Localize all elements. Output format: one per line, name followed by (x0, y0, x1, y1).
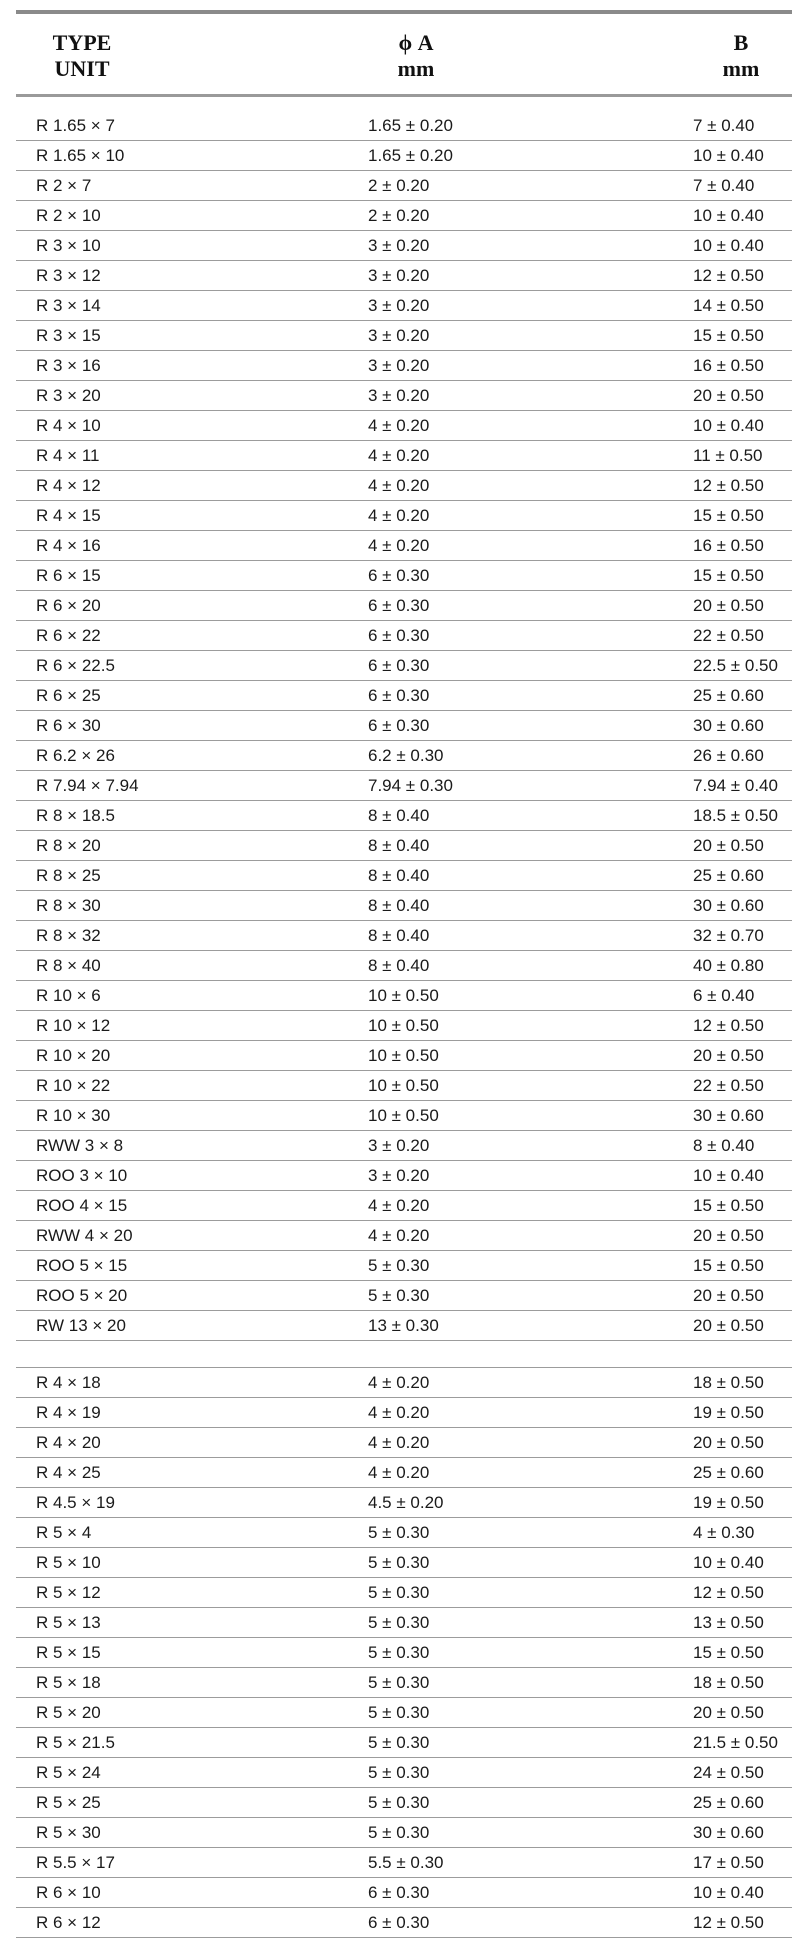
diameter-a-cell: 4 ± 0.20 (368, 1196, 430, 1215)
table-row (16, 531, 792, 561)
type-cell: R 6 × 10 (36, 1883, 101, 1902)
length-b-cell: 15 ± 0.50 (693, 1256, 764, 1275)
table-row (16, 231, 792, 261)
diameter-a-cell: 5 ± 0.30 (368, 1553, 430, 1572)
length-b-cell: 16 ± 0.50 (693, 536, 764, 555)
diameter-a-cell: 5 ± 0.30 (368, 1793, 430, 1812)
diameter-a-cell: 4 ± 0.20 (368, 1433, 430, 1452)
type-cell: R 5 × 15 (36, 1643, 101, 1662)
header-length-b (691, 30, 791, 82)
table-row (16, 1368, 792, 1398)
header-unit-label: UNIT (54, 56, 110, 81)
table-row (16, 1161, 792, 1191)
length-b-cell: 10 ± 0.40 (693, 236, 764, 255)
table-row (16, 411, 792, 441)
table-row (16, 1191, 792, 1221)
table-row (16, 711, 792, 741)
header-a-label: ϕ A (398, 30, 434, 55)
diameter-a-cell: 5 ± 0.30 (368, 1523, 430, 1542)
type-cell: R 6 × 25 (36, 686, 101, 705)
length-b-cell: 10 ± 0.40 (693, 1553, 764, 1572)
type-cell: R 5 × 25 (36, 1793, 101, 1812)
diameter-a-cell: 3 ± 0.20 (368, 326, 430, 345)
diameter-a-cell: 2 ± 0.20 (368, 206, 430, 225)
diameter-a-cell: 5 ± 0.30 (368, 1823, 430, 1842)
diameter-a-cell: 3 ± 0.20 (368, 386, 430, 405)
diameter-a-cell: 8 ± 0.40 (368, 836, 430, 855)
length-b-cell: 25 ± 0.60 (693, 686, 764, 705)
table-row (16, 201, 792, 231)
type-cell: ROO 3 × 10 (36, 1166, 128, 1185)
diameter-a-cell: 8 ± 0.40 (368, 866, 430, 885)
diameter-a-cell: 4 ± 0.20 (368, 1403, 430, 1422)
diameter-a-cell: 4 ± 0.20 (368, 1373, 430, 1392)
length-b-cell: 7 ± 0.40 (693, 116, 755, 135)
diameter-a-cell: 5 ± 0.30 (368, 1583, 430, 1602)
diameter-a-cell: 8 ± 0.40 (368, 896, 430, 915)
table-row (16, 741, 792, 771)
length-b-cell: 30 ± 0.60 (693, 1106, 764, 1125)
type-cell: R 3 × 16 (36, 356, 101, 375)
type-cell: R 8 × 30 (36, 896, 101, 915)
length-b-cell: 20 ± 0.50 (693, 1316, 764, 1335)
type-cell: R 6 × 30 (36, 716, 101, 735)
diameter-a-cell: 3 ± 0.20 (368, 1166, 430, 1185)
length-b-cell: 25 ± 0.60 (693, 1463, 764, 1482)
header-b-unit: mm (722, 56, 760, 81)
length-b-cell: 11 ± 0.50 (693, 446, 763, 465)
table-row (16, 1728, 792, 1758)
table-row (16, 111, 792, 141)
length-b-cell: 32 ± 0.70 (693, 926, 764, 945)
type-cell: R 6.2 × 26 (36, 746, 115, 765)
length-b-cell: 10 ± 0.40 (693, 416, 764, 435)
type-cell: R 3 × 12 (36, 266, 101, 285)
type-cell: R 5 × 24 (36, 1763, 101, 1782)
length-b-cell: 20 ± 0.50 (693, 386, 764, 405)
length-b-cell: 10 ± 0.40 (693, 206, 764, 225)
table-row (16, 831, 792, 861)
type-cell: R 5 × 13 (36, 1613, 101, 1632)
diameter-a-cell: 4 ± 0.20 (368, 536, 430, 555)
length-b-cell: 15 ± 0.50 (693, 1643, 764, 1662)
table-row (16, 1578, 792, 1608)
table-row (16, 291, 792, 321)
table-row (16, 921, 792, 951)
type-cell: R 4 × 19 (36, 1403, 101, 1422)
diameter-a-cell: 6 ± 0.30 (368, 596, 430, 615)
table-row (16, 801, 792, 831)
length-b-cell: 16 ± 0.50 (693, 356, 764, 375)
diameter-a-cell: 6 ± 0.30 (368, 686, 430, 705)
table-row (16, 351, 792, 381)
table-row (16, 1908, 792, 1938)
table-row (16, 651, 792, 681)
type-cell: R 6 × 12 (36, 1913, 101, 1932)
table-row (16, 1638, 792, 1668)
table-row (16, 1608, 792, 1638)
type-cell: R 7.94 × 7.94 (36, 776, 139, 795)
diameter-a-cell: 5 ± 0.30 (368, 1763, 430, 1782)
table-row (16, 1758, 792, 1788)
type-cell: R 3 × 15 (36, 326, 101, 345)
diameter-a-cell: 6 ± 0.30 (368, 566, 430, 585)
type-cell: R 4 × 12 (36, 476, 101, 495)
diameter-a-cell: 6 ± 0.30 (368, 626, 430, 645)
length-b-cell: 18.5 ± 0.50 (693, 806, 778, 825)
length-b-cell: 10 ± 0.40 (693, 1166, 764, 1185)
diameter-a-cell: 4 ± 0.20 (368, 446, 430, 465)
length-b-cell: 4 ± 0.30 (693, 1523, 755, 1542)
header-a-unit: mm (397, 56, 435, 81)
diameter-a-cell: 13 ± 0.30 (368, 1316, 439, 1335)
type-cell: R 10 × 6 (36, 986, 101, 1005)
table-row (16, 591, 792, 621)
diameter-a-cell: 5 ± 0.30 (368, 1256, 430, 1275)
diameter-a-cell: 3 ± 0.20 (368, 266, 430, 285)
type-cell: R 6 × 22.5 (36, 656, 115, 675)
length-b-cell: 20 ± 0.50 (693, 836, 764, 855)
diameter-a-cell: 6 ± 0.30 (368, 1883, 430, 1902)
diameter-a-cell: 10 ± 0.50 (368, 1076, 439, 1095)
length-b-cell: 7 ± 0.40 (693, 176, 755, 195)
type-cell: R 6 × 15 (36, 566, 101, 585)
type-cell: RWW 4 × 20 (36, 1226, 133, 1245)
diameter-a-cell: 5.5 ± 0.30 (368, 1853, 444, 1872)
header-b-label: B (733, 30, 749, 55)
length-b-cell: 15 ± 0.50 (693, 326, 764, 345)
diameter-a-cell: 4 ± 0.20 (368, 476, 430, 495)
length-b-cell: 22 ± 0.50 (693, 626, 764, 645)
length-b-cell: 25 ± 0.60 (693, 1793, 764, 1812)
length-b-cell: 30 ± 0.60 (693, 896, 764, 915)
table-row (16, 321, 792, 351)
table-row (16, 861, 792, 891)
length-b-cell: 7.94 ± 0.40 (693, 776, 778, 795)
length-b-cell: 19 ± 0.50 (693, 1493, 764, 1512)
table-row (16, 1251, 792, 1281)
length-b-cell: 15 ± 0.50 (693, 506, 764, 525)
type-cell: R 10 × 12 (36, 1016, 111, 1035)
length-b-cell: 20 ± 0.50 (693, 1226, 764, 1245)
table-row (16, 141, 792, 171)
diameter-a-cell: 6 ± 0.30 (368, 656, 430, 675)
type-cell: R 4.5 × 19 (36, 1493, 115, 1512)
diameter-a-cell: 5 ± 0.30 (368, 1643, 430, 1662)
length-b-cell: 20 ± 0.50 (693, 1046, 764, 1065)
type-cell: ROO 5 × 20 (36, 1286, 128, 1305)
length-b-cell: 24 ± 0.50 (693, 1763, 764, 1782)
table-row (16, 981, 792, 1011)
diameter-a-cell: 5 ± 0.30 (368, 1286, 430, 1305)
type-cell: ROO 5 × 15 (36, 1256, 128, 1275)
length-b-cell: 20 ± 0.50 (693, 1433, 764, 1452)
table-row (16, 1398, 792, 1428)
diameter-a-cell: 8 ± 0.40 (368, 806, 430, 825)
table-row (16, 381, 792, 411)
type-cell: R 4 × 20 (36, 1433, 101, 1452)
type-cell: R 6 × 22 (36, 626, 101, 645)
type-cell: R 3 × 14 (36, 296, 101, 315)
length-b-cell: 26 ± 0.60 (693, 746, 764, 765)
diameter-a-cell: 6.2 ± 0.30 (368, 746, 444, 765)
diameter-a-cell: 5 ± 0.30 (368, 1733, 430, 1752)
diameter-a-cell: 4 ± 0.20 (368, 506, 430, 525)
table-row (16, 1041, 792, 1071)
length-b-cell: 18 ± 0.50 (693, 1373, 764, 1392)
type-cell: R 8 × 18.5 (36, 806, 115, 825)
length-b-cell: 14 ± 0.50 (693, 296, 764, 315)
type-cell: R 5 × 4 (36, 1523, 92, 1542)
length-b-cell: 25 ± 0.60 (693, 866, 764, 885)
type-cell: R 2 × 7 (36, 176, 92, 195)
type-cell: R 6 × 20 (36, 596, 101, 615)
table-row (16, 1488, 792, 1518)
type-cell: R 4 × 16 (36, 536, 101, 555)
diameter-a-cell: 1.65 ± 0.20 (368, 116, 453, 135)
table-row (16, 681, 792, 711)
length-b-cell: 17 ± 0.50 (693, 1853, 764, 1872)
length-b-cell: 12 ± 0.50 (693, 1913, 764, 1932)
table-row (16, 1428, 792, 1458)
length-b-cell: 12 ± 0.50 (693, 1583, 764, 1602)
length-b-cell: 8 ± 0.40 (693, 1136, 755, 1155)
type-cell: R 5 × 18 (36, 1673, 101, 1692)
length-b-cell: 22 ± 0.50 (693, 1076, 764, 1095)
type-cell: R 5 × 21.5 (36, 1733, 115, 1752)
table-row (16, 1011, 792, 1041)
diameter-a-cell: 8 ± 0.40 (368, 926, 430, 945)
length-b-cell: 15 ± 0.50 (693, 566, 764, 585)
table-row (16, 1698, 792, 1728)
type-cell: R 3 × 10 (36, 236, 101, 255)
group-separator (16, 1341, 792, 1368)
length-b-cell: 22.5 ± 0.50 (693, 656, 778, 675)
length-b-cell: 10 ± 0.40 (693, 146, 764, 165)
table-row (16, 1668, 792, 1698)
type-cell: R 4 × 10 (36, 416, 101, 435)
table-group-1 (16, 111, 792, 1341)
diameter-a-cell: 5 ± 0.30 (368, 1613, 430, 1632)
table-row (16, 261, 792, 291)
table-row (16, 1311, 792, 1341)
length-b-cell: 10 ± 0.40 (693, 1883, 764, 1902)
length-b-cell: 19 ± 0.50 (693, 1403, 764, 1422)
type-cell: R 5 × 30 (36, 1823, 101, 1842)
length-b-cell: 40 ± 0.80 (693, 956, 764, 975)
type-cell: R 10 × 22 (36, 1076, 111, 1095)
type-cell: R 3 × 20 (36, 386, 101, 405)
diameter-a-cell: 4 ± 0.20 (368, 1463, 430, 1482)
section-gap (16, 97, 792, 111)
table-row (16, 171, 792, 201)
table-row (16, 501, 792, 531)
dimensions-table (16, 10, 792, 1938)
table-row (16, 1101, 792, 1131)
header-type-label: TYPE (52, 30, 112, 55)
length-b-cell: 20 ± 0.50 (693, 1703, 764, 1722)
table-row (16, 441, 792, 471)
diameter-a-cell: 10 ± 0.50 (368, 1016, 439, 1035)
header-type-unit (22, 30, 142, 82)
diameter-a-cell: 6 ± 0.30 (368, 716, 430, 735)
header-diameter-a (361, 30, 471, 82)
table-row (16, 561, 792, 591)
length-b-cell: 13 ± 0.50 (693, 1613, 764, 1632)
type-cell: R 10 × 30 (36, 1106, 111, 1125)
diameter-a-cell: 3 ± 0.20 (368, 356, 430, 375)
type-cell: R 4 × 15 (36, 506, 101, 525)
diameter-a-cell: 4 ± 0.20 (368, 1226, 430, 1245)
table-row (16, 1518, 792, 1548)
type-cell: R 5 × 20 (36, 1703, 101, 1722)
type-cell: R 8 × 20 (36, 836, 101, 855)
type-cell: R 1.65 × 7 (36, 116, 115, 135)
table-group-2 (16, 1368, 792, 1938)
table-row (16, 621, 792, 651)
length-b-cell: 12 ± 0.50 (693, 1016, 764, 1035)
diameter-a-cell: 3 ± 0.20 (368, 1136, 430, 1155)
table-row (16, 1071, 792, 1101)
diameter-a-cell: 10 ± 0.50 (368, 1046, 439, 1065)
type-cell: R 8 × 40 (36, 956, 101, 975)
length-b-cell: 20 ± 0.50 (693, 596, 764, 615)
table-row (16, 1281, 792, 1311)
diameter-a-cell: 7.94 ± 0.30 (368, 776, 453, 795)
diameter-a-cell: 4.5 ± 0.20 (368, 1493, 444, 1512)
length-b-cell: 6 ± 0.40 (693, 986, 755, 1005)
table-row (16, 1548, 792, 1578)
type-cell: R 8 × 32 (36, 926, 101, 945)
type-cell: R 4 × 18 (36, 1373, 101, 1392)
table-row (16, 1848, 792, 1878)
diameter-a-cell: 1.65 ± 0.20 (368, 146, 453, 165)
table-header (16, 14, 792, 97)
table-row (16, 891, 792, 921)
type-cell: R 5 × 10 (36, 1553, 101, 1572)
length-b-cell: 30 ± 0.60 (693, 1823, 764, 1842)
type-cell: ROO 4 × 15 (36, 1196, 128, 1215)
length-b-cell: 20 ± 0.50 (693, 1286, 764, 1305)
diameter-a-cell: 6 ± 0.30 (368, 1913, 430, 1932)
type-cell: R 5 × 12 (36, 1583, 101, 1602)
table-row (16, 1221, 792, 1251)
type-cell: R 4 × 25 (36, 1463, 101, 1482)
table-row (16, 471, 792, 501)
diameter-a-cell: 10 ± 0.50 (368, 1106, 439, 1125)
diameter-a-cell: 5 ± 0.30 (368, 1673, 430, 1692)
type-cell: R 5.5 × 17 (36, 1853, 115, 1872)
table-row (16, 1131, 792, 1161)
length-b-cell: 18 ± 0.50 (693, 1673, 764, 1692)
table-row (16, 1818, 792, 1848)
diameter-a-cell: 10 ± 0.50 (368, 986, 439, 1005)
diameter-a-cell: 2 ± 0.20 (368, 176, 430, 195)
diameter-a-cell: 8 ± 0.40 (368, 956, 430, 975)
type-cell: R 4 × 11 (36, 446, 100, 465)
length-b-cell: 12 ± 0.50 (693, 266, 764, 285)
diameter-a-cell: 3 ± 0.20 (368, 236, 430, 255)
length-b-cell: 15 ± 0.50 (693, 1196, 764, 1215)
type-cell: R 1.65 × 10 (36, 146, 125, 165)
type-cell: RW 13 × 20 (36, 1316, 126, 1335)
type-cell: R 2 × 10 (36, 206, 101, 225)
length-b-cell: 12 ± 0.50 (693, 476, 764, 495)
table-row (16, 951, 792, 981)
diameter-a-cell: 5 ± 0.30 (368, 1703, 430, 1722)
type-cell: R 10 × 20 (36, 1046, 111, 1065)
length-b-cell: 21.5 ± 0.50 (693, 1733, 778, 1752)
table-row (16, 1458, 792, 1488)
length-b-cell: 30 ± 0.60 (693, 716, 764, 735)
table-row (16, 1788, 792, 1818)
table-row (16, 1878, 792, 1908)
diameter-a-cell: 3 ± 0.20 (368, 296, 430, 315)
table-row (16, 771, 792, 801)
type-cell: R 8 × 25 (36, 866, 101, 885)
type-cell: RWW 3 × 8 (36, 1136, 124, 1155)
diameter-a-cell: 4 ± 0.20 (368, 416, 430, 435)
